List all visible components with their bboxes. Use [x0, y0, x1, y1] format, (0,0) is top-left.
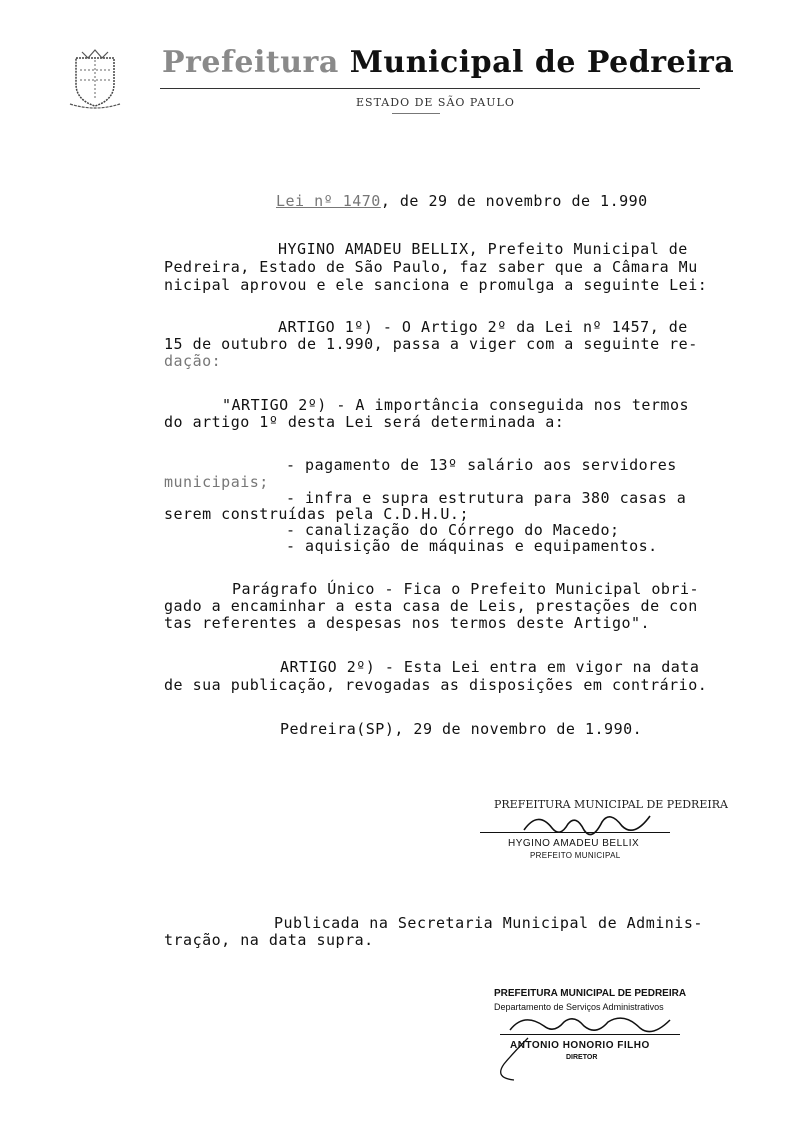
quoted-article-line-1: "ARTIGO 2º) - A importância conseguida nos termos	[222, 396, 690, 414]
publication-line-2: tração, na data supra.	[164, 931, 374, 949]
title-part-1: Prefeitura	[162, 45, 339, 80]
article1-line-1: ARTIGO 1º) - O Artigo 2º da Lei nº 1457, de	[278, 318, 688, 336]
signer-role-1: PREFEITO MUNICIPAL	[530, 851, 621, 860]
paragraph-unico-line-1: Parágrafo Único - Fica o Prefeito Municipal obri-	[232, 580, 700, 598]
header-rule	[160, 88, 700, 89]
date-line: Pedreira(SP), 29 de novembro de 1.990.	[280, 720, 643, 738]
law-date: , de 29 de novembro de 1.990	[380, 192, 648, 210]
header-subtitle: ESTADO DE SÃO PAULO	[356, 96, 515, 109]
intro-line-1: HYGINO AMADEU BELLIX, Prefeito Municipal de	[278, 240, 688, 258]
municipal-crest-icon	[66, 48, 124, 110]
signature-line-1	[480, 832, 670, 833]
item-line-6: - aquisição de máquinas e equipamentos.	[286, 537, 658, 555]
intro-line-3: nicipal aprovou e ele sanciona e promulga a seguinte Lei:	[164, 276, 708, 294]
signer-name-2: ANTONIO HONORIO FILHO	[510, 1040, 650, 1051]
article2-line-2: de sua publicação, revogadas as disposições em contrário.	[164, 676, 708, 694]
quoted-article-line-2: do artigo 1º desta Lei será determinada a:	[164, 413, 565, 431]
stamp-department-2: Departamento de Serviços Administrativos	[494, 1002, 664, 1012]
item-line-5: - canalização do Córrego do Macedo;	[286, 521, 620, 539]
page-title	[162, 45, 734, 80]
item-line-2: municipais;	[164, 473, 269, 491]
signer-name-1: HYGINO AMADEU BELLIX	[508, 838, 640, 849]
paragraph-unico-line-2: gado a encaminhar a esta casa de Leis, prestações de con	[164, 597, 698, 615]
publication-line-1: Publicada na Secretaria Municipal de Adminis-	[274, 914, 703, 932]
paragraph-unico-line-3: tas referentes a despesas nos termos deste Artigo".	[164, 614, 651, 632]
title-part-2: Municipal de Pedreira	[349, 45, 735, 80]
article2-line-1: ARTIGO 2º) - Esta Lei entra em vigor na data	[280, 658, 700, 676]
signature-line-2	[500, 1034, 680, 1035]
law-number: Lei nº 1470	[276, 192, 381, 210]
subtitle-rule	[392, 113, 440, 114]
stamp-header-2: PREFEITURA MUNICIPAL DE PEDREIRA	[494, 988, 687, 999]
item-line-4: serem construídas pela C.D.H.U.;	[164, 505, 469, 523]
item-line-3: - infra e supra estrutura para 380 casas a	[286, 489, 687, 507]
article1-line-2: 15 de outubro de 1.990, passa a viger com a seguinte re-	[164, 335, 698, 353]
item-line-1: - pagamento de 13º salário aos servidores	[286, 456, 677, 474]
article1-line-3: dação:	[164, 352, 222, 370]
stamp-header-1: PREFEITURA MUNICIPAL DE PEDREIRA	[494, 798, 728, 811]
law-heading	[276, 192, 648, 210]
intro-line-2: Pedreira, Estado de São Paulo, faz saber que a Câmara Mu	[164, 258, 698, 276]
signer-role-2: DIRETOR	[566, 1054, 598, 1061]
